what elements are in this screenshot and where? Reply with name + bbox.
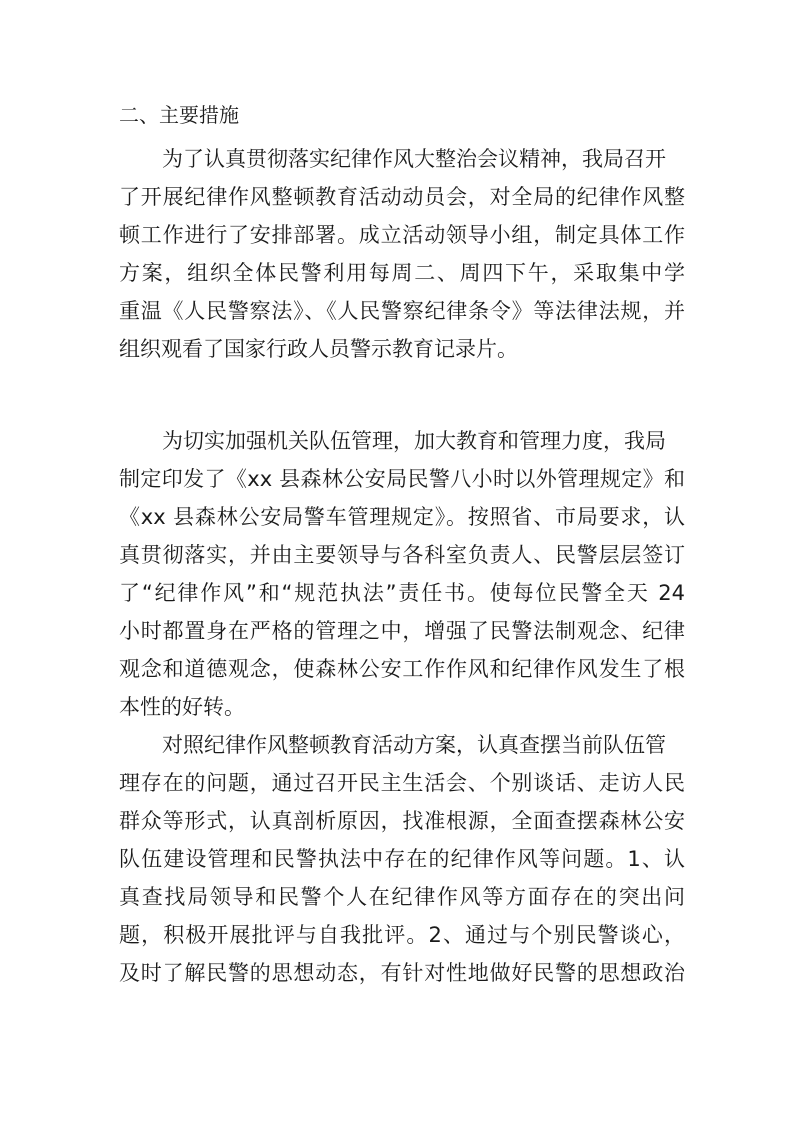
paragraph-3 (119, 726, 685, 992)
paragraph-line: 组织观看了国家行政人员警示教育记录片。 (119, 337, 518, 361)
paragraph-line: 制定印发了《xx 县森林公安局民警八小时以外管理规定》和 (119, 467, 685, 491)
paragraph-line: 题，积极开展批评与自我批评。2、通过与个别民警谈心， (119, 923, 685, 947)
paragraph-line: 重温《人民警察法》、《人民警察纪律条令》等法律法规，并 (119, 299, 685, 323)
paragraph-line: 为了认真贯彻落实纪律作风大整治会议精神，我局召开 (162, 147, 666, 171)
paragraph-line: 本性的好转。 (119, 695, 245, 719)
paragraph-line: 了“纪律作风”和“规范执法”责任书。使每位民警全天 24 (119, 581, 685, 605)
paragraph-line: 群众等形式，认真剖析原因，找准根源，全面查摆森林公安 (119, 809, 685, 833)
paragraph-line: 观念和道德观念，使森林公安工作作风和纪律作风发生了根 (119, 657, 685, 681)
paragraph-line: 真查找局领导和民警个人在纪律作风等方面存在的突出问 (119, 885, 685, 909)
paragraph-line: 队伍建设管理和民警执法中存在的纪律作风等问题。1、认 (119, 847, 685, 871)
section-heading: 二、主要措施 (119, 103, 239, 127)
paragraph-2 (119, 422, 685, 726)
paragraph-line: 小时都置身在严格的管理之中，增强了民警法制观念、纪律 (119, 619, 685, 643)
paragraph-line: 顿工作进行了安排部署。成立活动领导小组，制定具体工作 (119, 223, 685, 247)
paragraph-line: 真贯彻落实，并由主要领导与各科室负责人、民警层层签订 (119, 543, 685, 567)
paragraph-line: 及时了解民警的思想动态，有针对性地做好民警的思想政治 (119, 961, 685, 985)
paragraph-line: 《xx 县森林公安局警车管理规定》。按照省、市局要求，认 (119, 505, 685, 529)
paragraph-line: 对照纪律作风整顿教育活动方案，认真查摆当前队伍管 (162, 733, 666, 757)
paragraph-line: 理存在的问题，通过召开民主生活会、个别谈话、走访人民 (119, 771, 685, 795)
paragraph-1 (119, 140, 685, 368)
paragraph-line: 方案，组织全体民警利用每周二、周四下午，采取集中学 (119, 261, 685, 285)
paragraph-line: 为切实加强机关队伍管理，加大教育和管理力度，我局 (162, 429, 666, 453)
paragraph-line: 了开展纪律作风整顿教育活动动员会，对全局的纪律作风整 (119, 185, 685, 209)
